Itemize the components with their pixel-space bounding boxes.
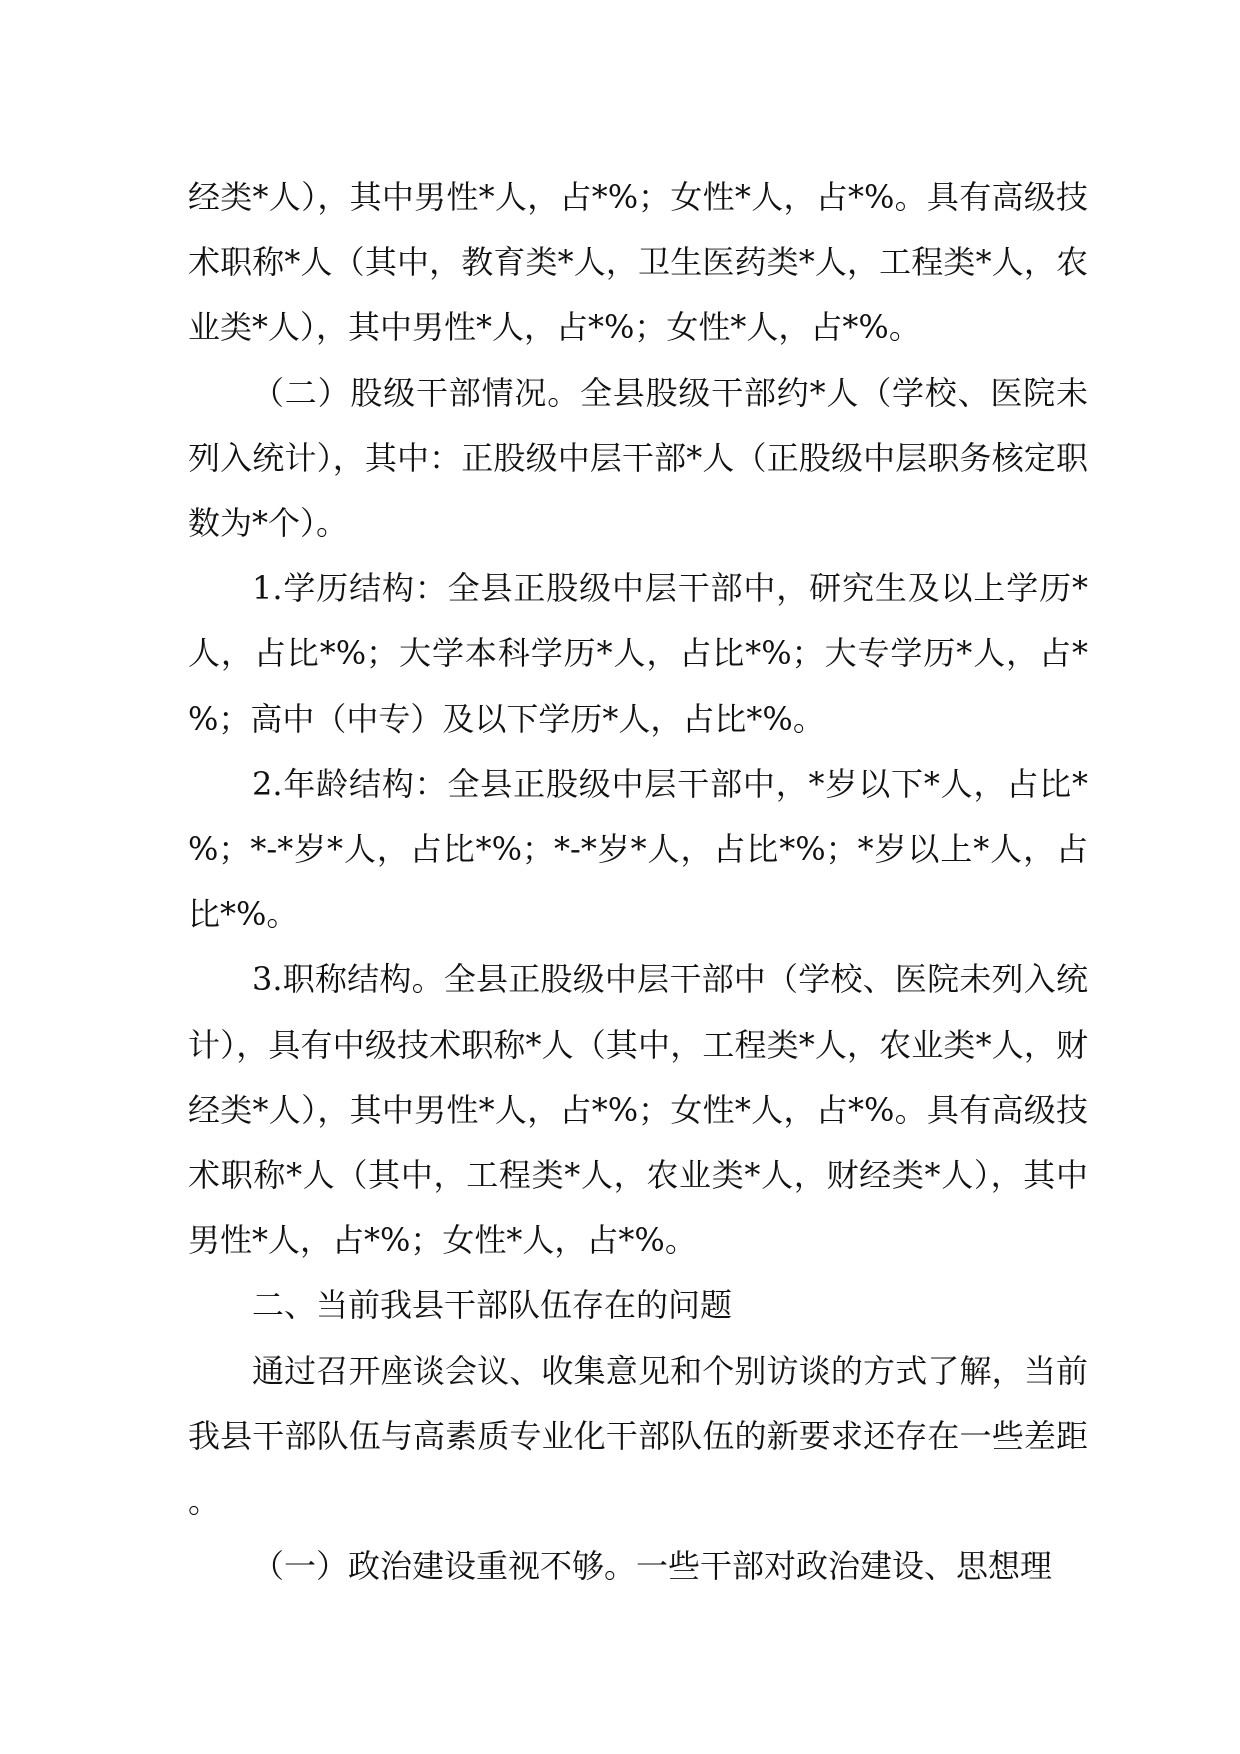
paragraph-political-construction: （一）政治建设重视不够。一些干部对政治建设、思想理 — [252, 1547, 1053, 1586]
paragraph-education-structure: 1.学历结构：全县正股级中层干部中，研究生及以上学历*人，占比*%；大学本科学历*人，占比*%；大专学历*人，占*%；高中（中专）及以下学历*人，占比*%。 — [188, 569, 1088, 738]
paragraph-section-unit-cadres: （二）股级干部情况。全县股级干部约*人（学校、医院未列入统计），其中：正股级中层干部*人（正股级中层职务核定职数为*个）。 — [188, 373, 1088, 543]
paragraph-age-structure: 2.年龄结构：全县正股级中层干部中，*岁以下*人，占比*%；*-*岁*人，占比*%；*-*岁*人，占比*%；*岁以上*人，占比*%。 — [188, 764, 1088, 934]
paragraph-continued-title-stats: 经类*人），其中男性*人，占*%；女性*人，占*%。具有高级技术职称*人（其中，教育类*人，卫生医药类*人，工程类*人，农业类*人），其中男性*人，占*%；女性*人，占*%。 — [188, 178, 1088, 347]
paragraph-title-structure: 3.职称结构。全县正股级中层干部中（学校、医院未列入统计），具有中级技术职称*人（其中，工程类*人，农业类*人，财经类*人），其中男性*人，占*%；女性*人，占*%。具有高级技术职称*人（其中，工程类*人，农业类*人，财经类*人），其中男性*人，占*%；女性*人，占*%。 — [188, 960, 1088, 1260]
document-body — [188, 165, 1088, 1599]
heading-current-problems: 二、当前我县干部队伍存在的问题 — [252, 1286, 733, 1325]
paragraph-problems-intro: 通过召开座谈会议、收集意见和个别访谈的方式了解，当前我县干部队伍与高素质专业化干部队伍的新要求还存在一些差距。 — [188, 1351, 1088, 1521]
